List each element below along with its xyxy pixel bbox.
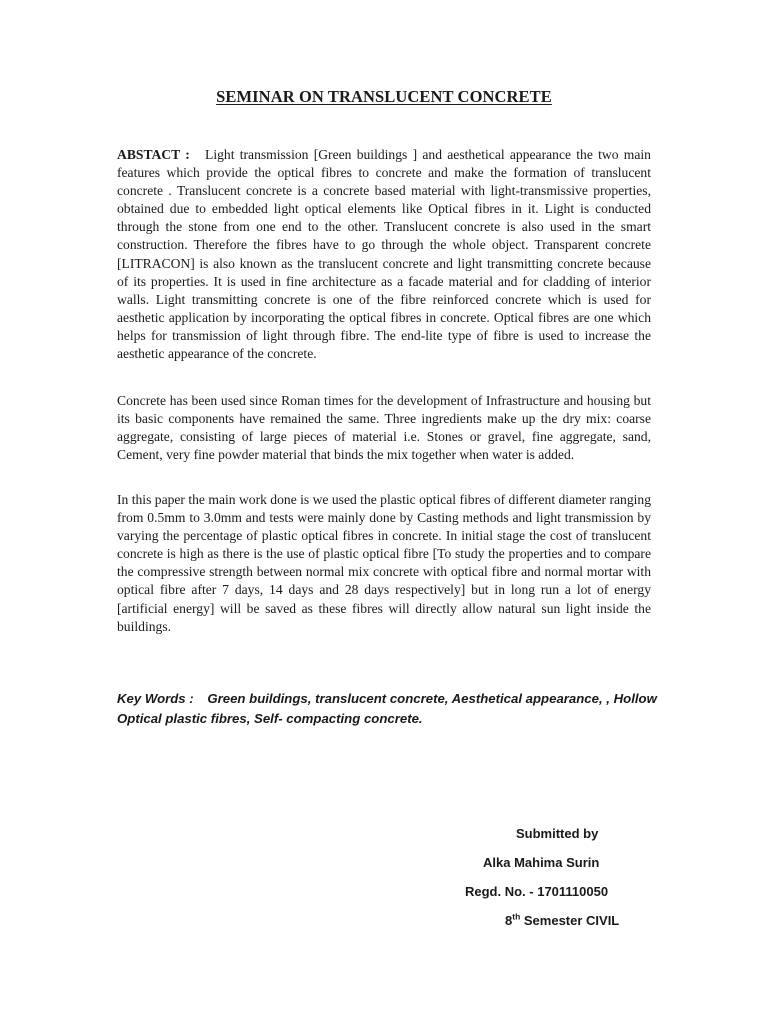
keywords-text: Green buildings, translucent concrete, Aesthetical appearance, , Hollow Optical plastic fibres, Self- compacting concrete. <box>117 691 657 726</box>
keywords-label: Key Words : <box>117 691 194 706</box>
submitted-by-label: Submitted by <box>516 826 599 841</box>
abstract-paragraph <box>117 146 651 363</box>
semester-ordinal-suffix: th <box>512 911 521 922</box>
semester-text: Semester CIVIL <box>520 913 620 928</box>
body-paragraph-2: Concrete has been used since Roman times for the development of Infrastructure and housing but its basic components have remained the same. Three ingredients make up the dry mix: coarse aggregate, consisting of large pieces of material i.e. Stones or gravel, fine aggregate, sand, Cement, very fine powder material that binds the mix together when water is added. <box>117 393 651 463</box>
document-title: SEMINAR ON TRANSLUCENT CONCRETE <box>216 87 552 106</box>
author-name: Alka Mahima Surin <box>483 855 600 870</box>
body-paragraph-3: In this paper the main work done is we used the plastic optical fibres of different diameter ranging from 0.5mm to 3.0mm and tests were mainly done by Casting methods and light transmission by varying the percentage of plastic optical fibres in concrete. In initial stage the cost of translucent concrete is high as there is the use of plastic optical fibre [To study the properties and to compare the compressive strength between normal mix concrete with optical fibre and normal mortar with optical fibre after 7 days, 14 days and 28 days respectively] but in long run a lot of energy [artificial energy] will be saved as these fibres will directly allow natural sun light inside the buildings. <box>117 492 651 634</box>
keywords-block <box>117 689 657 729</box>
semester-number: 8 <box>505 913 513 928</box>
abstract-text: Light transmission [Green buildings ] and aesthetical appearance the two main features which provide the optical fibres to concrete and make the formation of translucent concrete . Translucent concrete is a concrete based material with light-transmissive properties, obtained due to embedded light optical elements like Optical fibres in it. Light is conducted through the stone from one end to the other. Translucent concrete is also used in the smart construction. Therefore the fibres have to go through the whole object. Transparent concrete [LITRACON] is also known as the translucent concrete and light transmitting concrete because of its properties. It is used in fine architecture as a facade material and for cladding of interior walls. Light transmitting concrete is one of the fibre reinforced concrete which is used for aesthetic application by incorporating the optical fibres in concrete. Optical fibres are one which helps for transmission of light through fibre. The end-lite type of fibre is used to increase the aesthetic appearance of the concrete. <box>117 147 651 362</box>
semester-line <box>505 913 619 928</box>
registration-number: Regd. No. - 1701110050 <box>465 884 609 899</box>
abstract-label: ABSTACT : <box>117 147 190 162</box>
